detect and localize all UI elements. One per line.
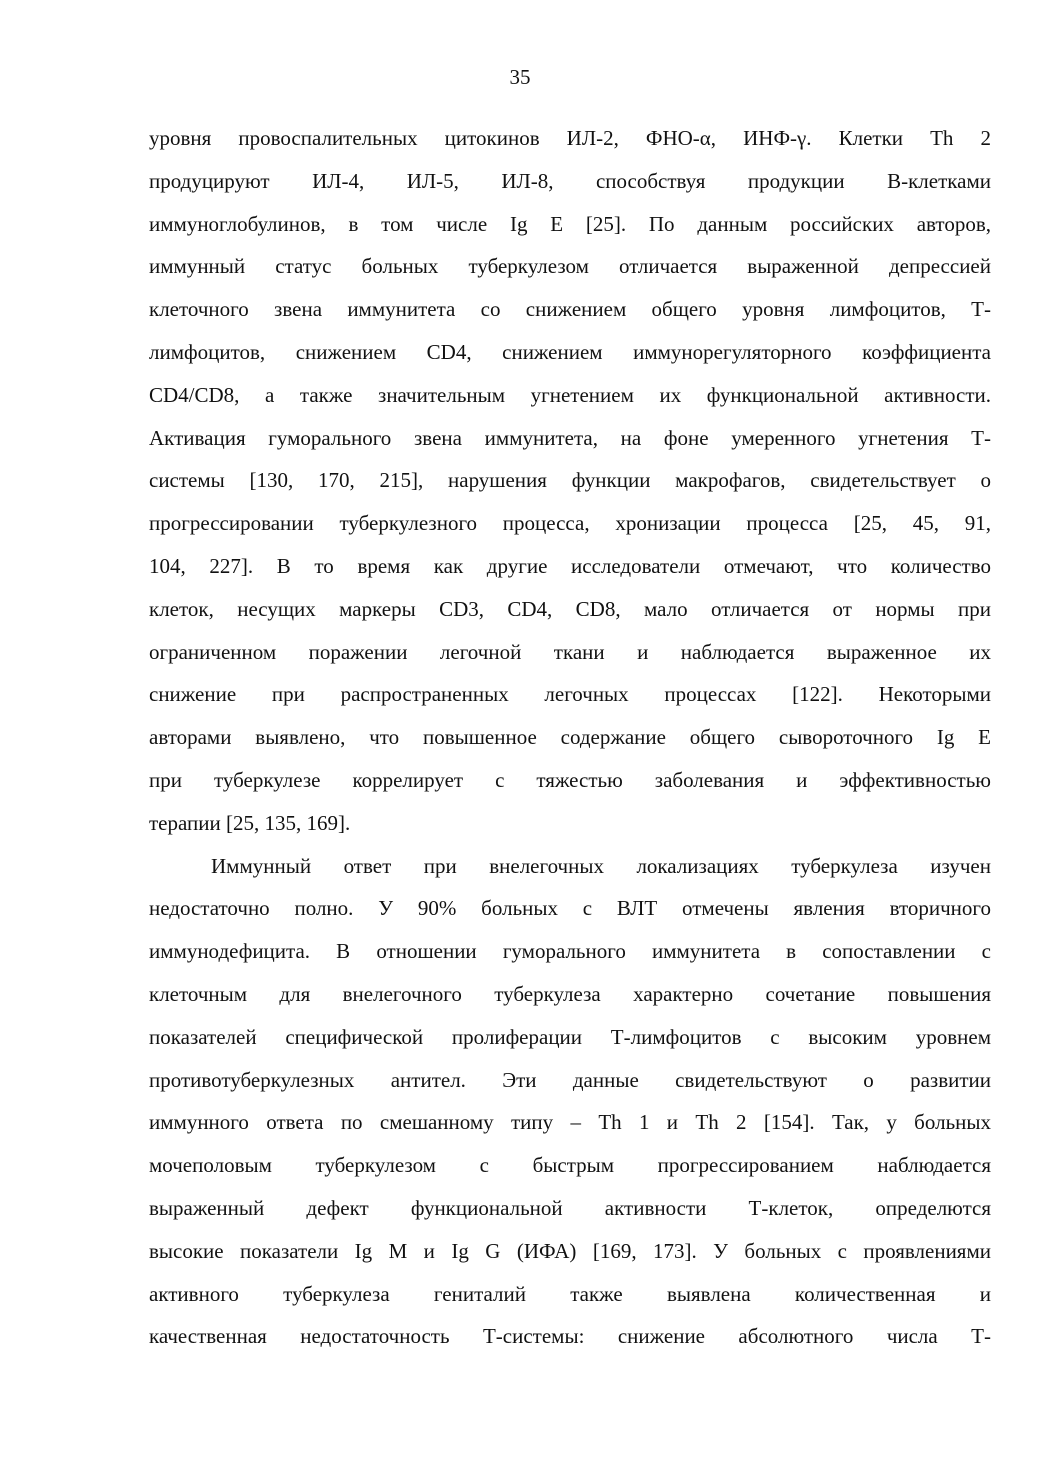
text-line: при туберкулезе коррелирует с тяжестью заболевания и эффективностью [149, 767, 991, 792]
text-line: ограниченном поражении легочной ткани и наблюдается выраженное их [149, 639, 991, 664]
text-line: снижение при распространенных легочных процессах [122]. Некоторыми [149, 682, 991, 707]
text-line: Иммунный ответ при внелегочных локализациях туберкулеза изучен [211, 853, 991, 878]
text-line: системы [130, 170, 215], нарушения функции макрофагов, свидетельствует о [149, 468, 991, 493]
text-line: лимфоцитов, снижением CD4, снижением иммунорегуляторного коэффициента [149, 339, 991, 364]
body-text [149, 117, 991, 1358]
text-line: терапии [25, 135, 169]. [149, 810, 351, 835]
page-number: 35 [509, 65, 531, 89]
paragraph [149, 845, 991, 1359]
text-line: прогрессировании туберкулезного процесса, хронизации процесса [25, 45, 91, [149, 511, 991, 536]
text-line: мочеполовым туберкулезом с быстрым прогрессированием наблюдается [149, 1153, 991, 1178]
text-line: клеточного звена иммунитета со снижением общего уровня лимфоцитов, Т- [149, 297, 991, 322]
text-line: качественная недостаточность Т-системы: снижение абсолютного числа Т- [149, 1324, 991, 1349]
text-line: уровня провоспалительных цитокинов ИЛ-2, ФНО-α, ИНФ-γ. Клетки Th 2 [149, 126, 991, 150]
text-line: клеток, несущих маркеры CD3, CD4, CD8, мало отличается от нормы при [149, 596, 991, 621]
text-line: Активация гуморального звена иммунитета, на фоне умеренного угнетения Т- [149, 425, 991, 450]
text-line: иммунный статус больных туберкулезом отличается выраженной депрессией [149, 254, 991, 279]
paragraph [149, 117, 991, 845]
text-line: противотуберкулезных антител. Эти данные свидетельствуют о развитии [149, 1067, 991, 1092]
text-line: недостаточно полно. У 90% больных с ВЛТ отмечены явления вторичного [149, 896, 991, 921]
text-line: иммунного ответа по смешанному типу – Th 1 и Th 2 [154]. Так, у больных [149, 1110, 991, 1135]
text-line: показателей специфической пролиферации Т-лимфоцитов с высоким уровнем [149, 1024, 991, 1049]
text-line: продуцируют ИЛ-4, ИЛ-5, ИЛ-8, способствуя продукции В-клетками [149, 168, 991, 193]
text-line: выраженный дефект функциональной активности Т-клеток, определются [149, 1195, 991, 1220]
text-line: клеточным для внелегочного туберкулеза характерно сочетание повышения [149, 981, 991, 1006]
text-line: авторами выявлено, что повышенное содержание общего сывороточного Ig E [149, 725, 991, 750]
text-line: иммуноглобулинов, в том числе Ig E [25]. По данным российских авторов, [149, 211, 991, 236]
text-line: активного туберкулеза гениталий также выявлена количественная и [149, 1281, 991, 1306]
text-line: иммунодефицита. В отношении гуморального иммунитета в сопоставлении с [149, 939, 991, 964]
text-line: CD4/CD8, а также значительным угнетением их функциональной активности. [149, 382, 991, 407]
text-line: высокие показатели Ig M и Ig G (ИФА) [169, 173]. У больных с проявлениями [149, 1238, 991, 1263]
text-line: 104, 227]. В то время как другие исследователи отмечают, что количество [149, 553, 991, 578]
